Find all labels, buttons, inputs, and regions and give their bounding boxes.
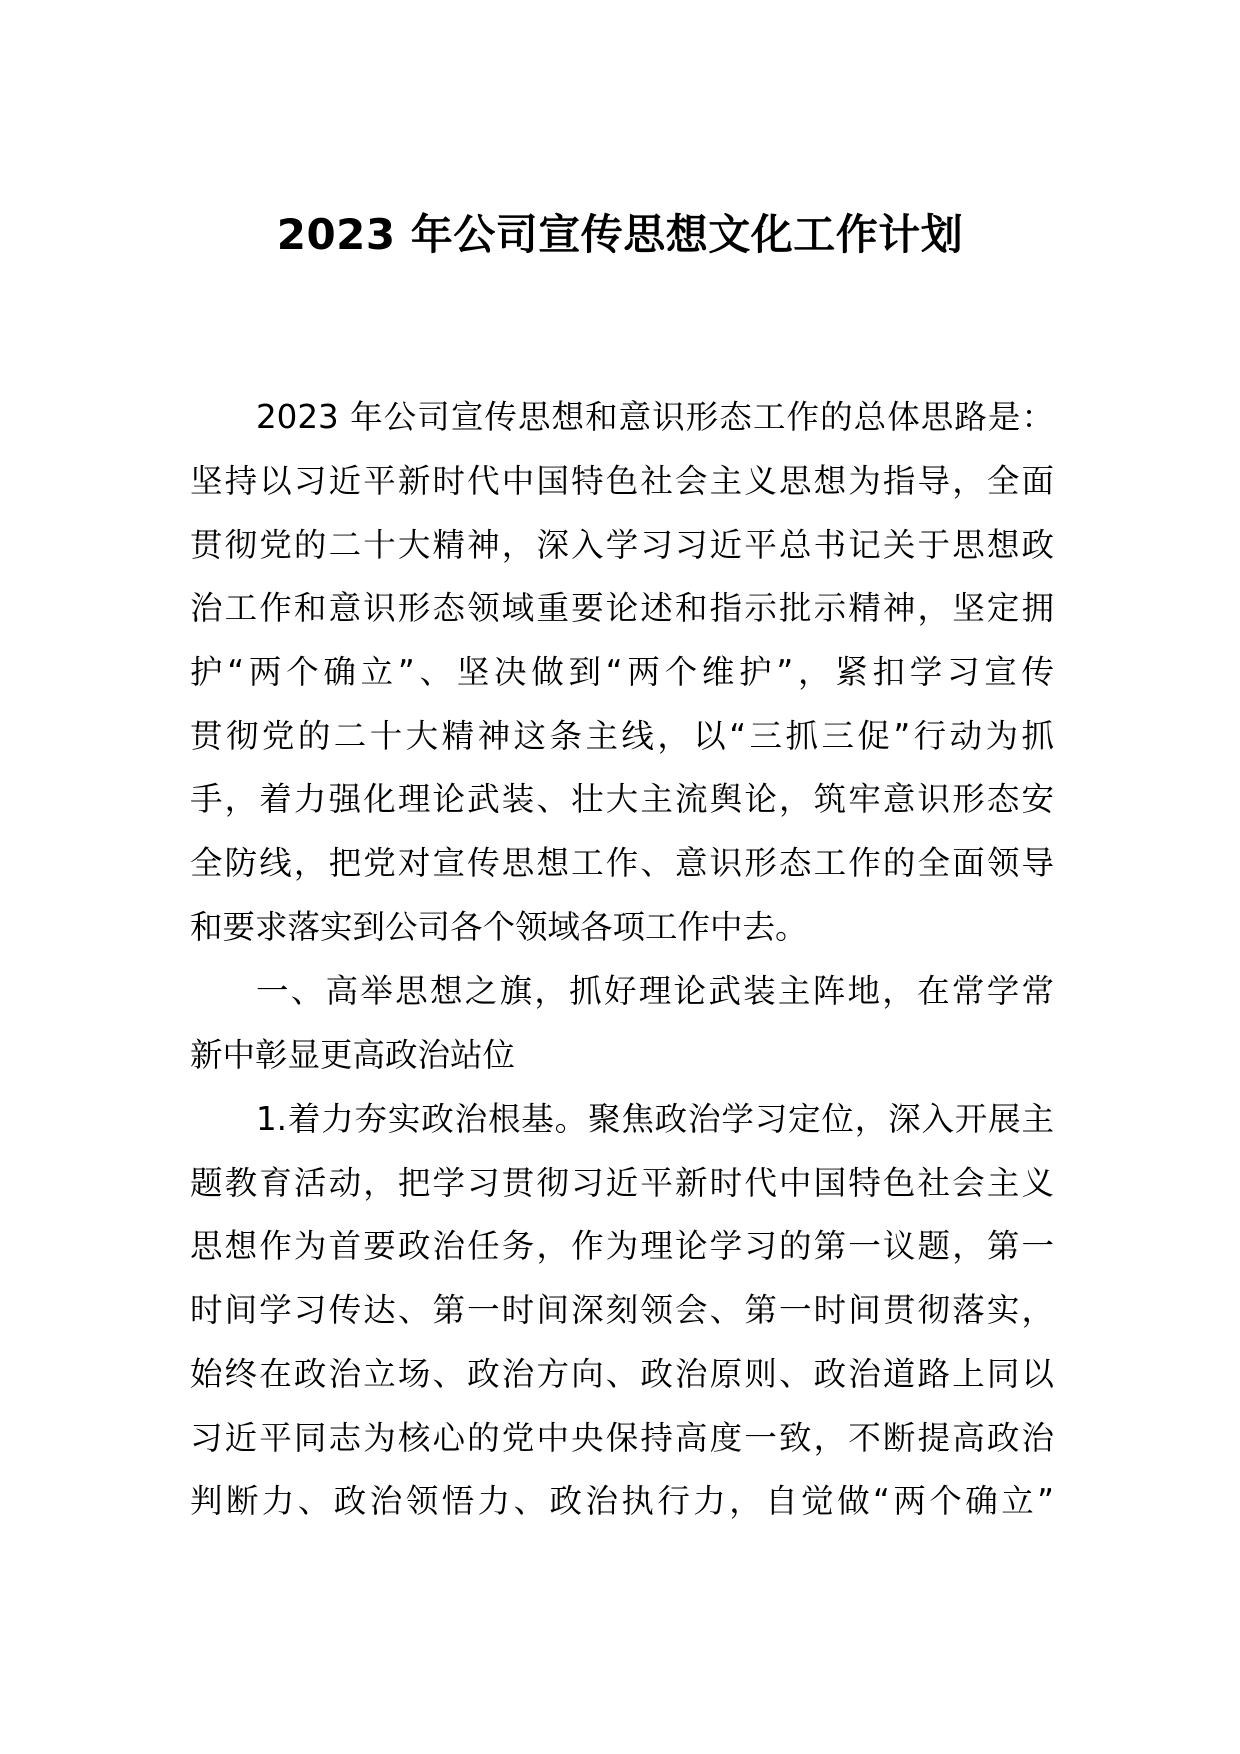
body-line: 全防线，把党对宣传思想工作、意识形态工作的全面领导 <box>190 844 1054 882</box>
body-line: 坚持以习近平新时代中国特色社会主义思想为指导，全面 <box>190 462 1054 500</box>
body-line: 思想作为首要政治任务，作为理论学习的第一议题，第一 <box>190 1227 1054 1265</box>
section-heading-line: 一、高举思想之旗，抓好理论武装主阵地，在常学常 <box>256 972 1054 1010</box>
body-line: 始终在政治立场、政治方向、政治原则、政治道路上同以 <box>190 1355 1054 1393</box>
body-line: 时间学习传达、第一时间深刻领会、第一时间贯彻落实， <box>190 1291 1054 1329</box>
body-line: 护“两个确立”、坚决做到“两个维护”，紧扣学习宣传 <box>190 653 1054 691</box>
body-line: 1.着力夯实政治根基。聚焦政治学习定位，深入开展主 <box>256 1100 1054 1138</box>
body-line: 治工作和意识形态领域重要论述和指示批示精神，坚定拥 <box>190 589 1054 627</box>
body-line: 和要求落实到公司各个领域各项工作中去。 <box>190 908 808 946</box>
document-title: 2023 年公司宣传思想文化工作计划 <box>276 210 964 259</box>
body-line: 判断力、政治领悟力、政治执行力，自觉做“两个确立” <box>190 1482 1054 1520</box>
section-heading-line: 新中彰显更高政治站位 <box>190 1036 516 1074</box>
body-line: 手，着力强化理论武装、壮大主流舆论，筑牢意识形态安 <box>190 780 1054 818</box>
body-line: 贯彻党的二十大精神，深入学习习近平总书记关于思想政 <box>190 526 1054 564</box>
body-line: 习近平同志为核心的党中央保持高度一致，不断提高政治 <box>190 1419 1054 1457</box>
body-line: 题教育活动，把学习贯彻习近平新时代中国特色社会主义 <box>190 1164 1054 1202</box>
body-line: 贯彻党的二十大精神这条主线，以“三抓三促”行动为抓 <box>190 717 1054 755</box>
body-line: 2023 年公司宣传思想和意识形态工作的总体思路是： <box>256 398 1054 436</box>
